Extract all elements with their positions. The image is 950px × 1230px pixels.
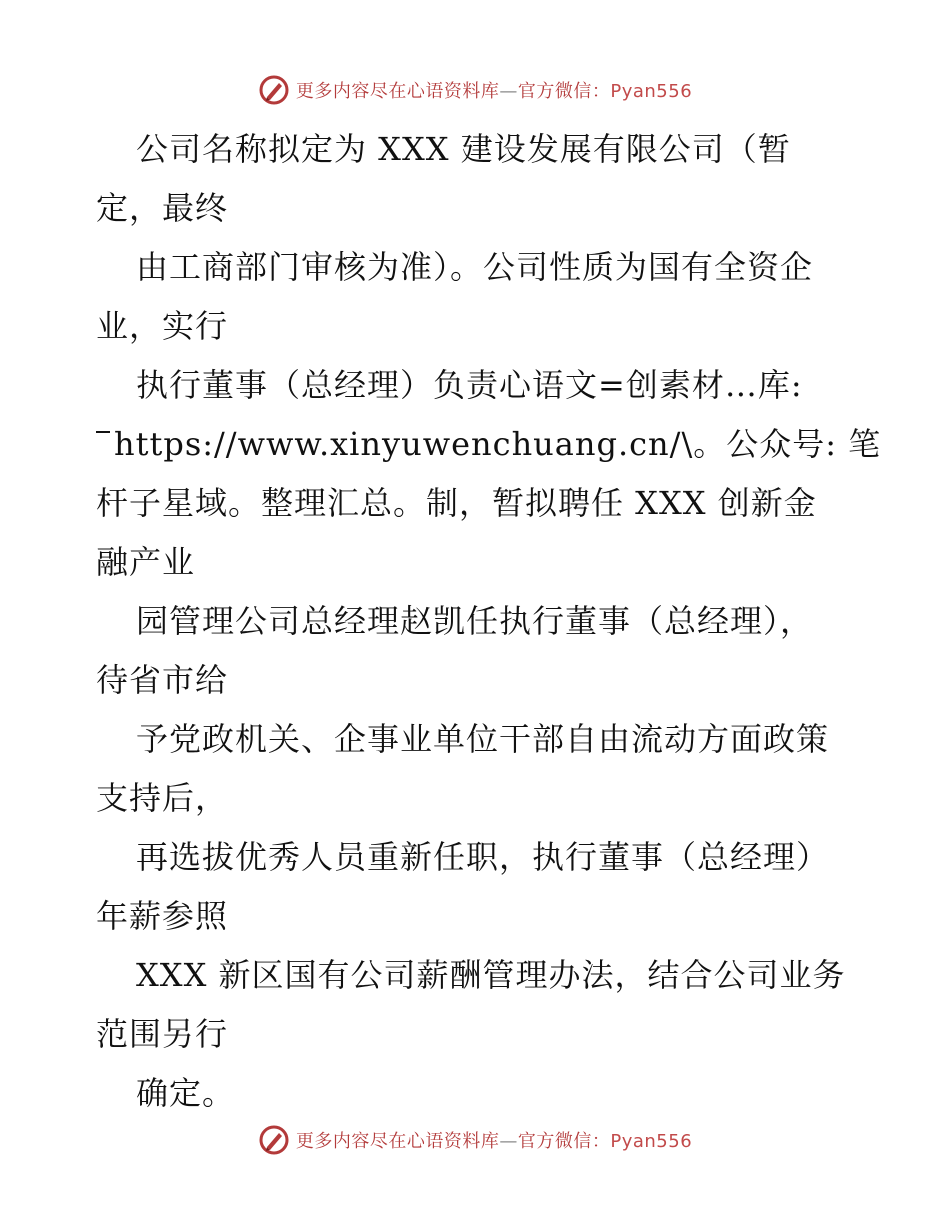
text-line-7: 杆子星域。整理汇总。制，暂拟聘任 XXX 创新金 bbox=[96, 484, 817, 522]
text-line-4: 业，实行 bbox=[96, 307, 229, 345]
footer-banner-content bbox=[258, 1124, 692, 1156]
text-line-11: 予党政机关、企事业单位干部自由流动方面政策 bbox=[136, 720, 830, 758]
footer-banner-sub: 官方微信： bbox=[517, 1131, 611, 1152]
text-line-2: 定，最终 bbox=[96, 189, 229, 227]
text-line-6: https://www.xinyuwenchuang.cn/\。公众号: 笔 bbox=[114, 425, 882, 463]
header-banner-sub: 官方微信： bbox=[517, 81, 611, 102]
text-line-13: 再选拔优秀人员重新任职，执行董事（总经理） bbox=[136, 838, 830, 876]
document-body bbox=[96, 120, 882, 1123]
text-line-3: 由工商部门审核为准）。公司性质为国有全资企 bbox=[136, 248, 814, 286]
text-line-14: 年薪参照 bbox=[96, 897, 229, 935]
header-banner-text bbox=[296, 77, 692, 103]
footer-watermark-banner bbox=[0, 1120, 950, 1160]
footer-banner-dash: — bbox=[499, 1131, 518, 1152]
text-line-16: 范围另行 bbox=[96, 1015, 229, 1053]
text-line-9: 园管理公司总经理赵凯任执行董事（总经理）， bbox=[136, 602, 814, 640]
text-line-17: 确定。 bbox=[136, 1074, 236, 1112]
footer-banner-text bbox=[296, 1127, 692, 1153]
text-line-12: 支持后， bbox=[96, 779, 229, 817]
pen-logo-icon bbox=[258, 74, 290, 106]
overline-mark bbox=[96, 431, 110, 433]
footer-banner-id: Pyan556 bbox=[610, 1131, 693, 1152]
text-line-8: 融产业 bbox=[96, 543, 196, 581]
text-line-10: 待省市给 bbox=[96, 661, 229, 699]
header-watermark-banner bbox=[0, 70, 950, 110]
footer-banner-main: 更多内容尽在心语资料库 bbox=[295, 1131, 500, 1152]
header-banner-main: 更多内容尽在心语资料库 bbox=[295, 81, 500, 102]
text-line-15: XXX 新区国有公司薪酬管理办法，结合公司业务 bbox=[136, 956, 846, 994]
header-banner-dash: — bbox=[499, 81, 518, 102]
text-line-6-wrapper bbox=[96, 415, 882, 474]
text-line-1: 公司名称拟定为 XXX 建设发展有限公司（暂 bbox=[136, 130, 791, 168]
text-line-5: 执行董事（总经理）负责心语文=创素材…库: bbox=[136, 366, 803, 404]
header-banner-content bbox=[258, 74, 692, 106]
pen-logo-icon bbox=[258, 1124, 290, 1156]
header-banner-id: Pyan556 bbox=[610, 81, 693, 102]
